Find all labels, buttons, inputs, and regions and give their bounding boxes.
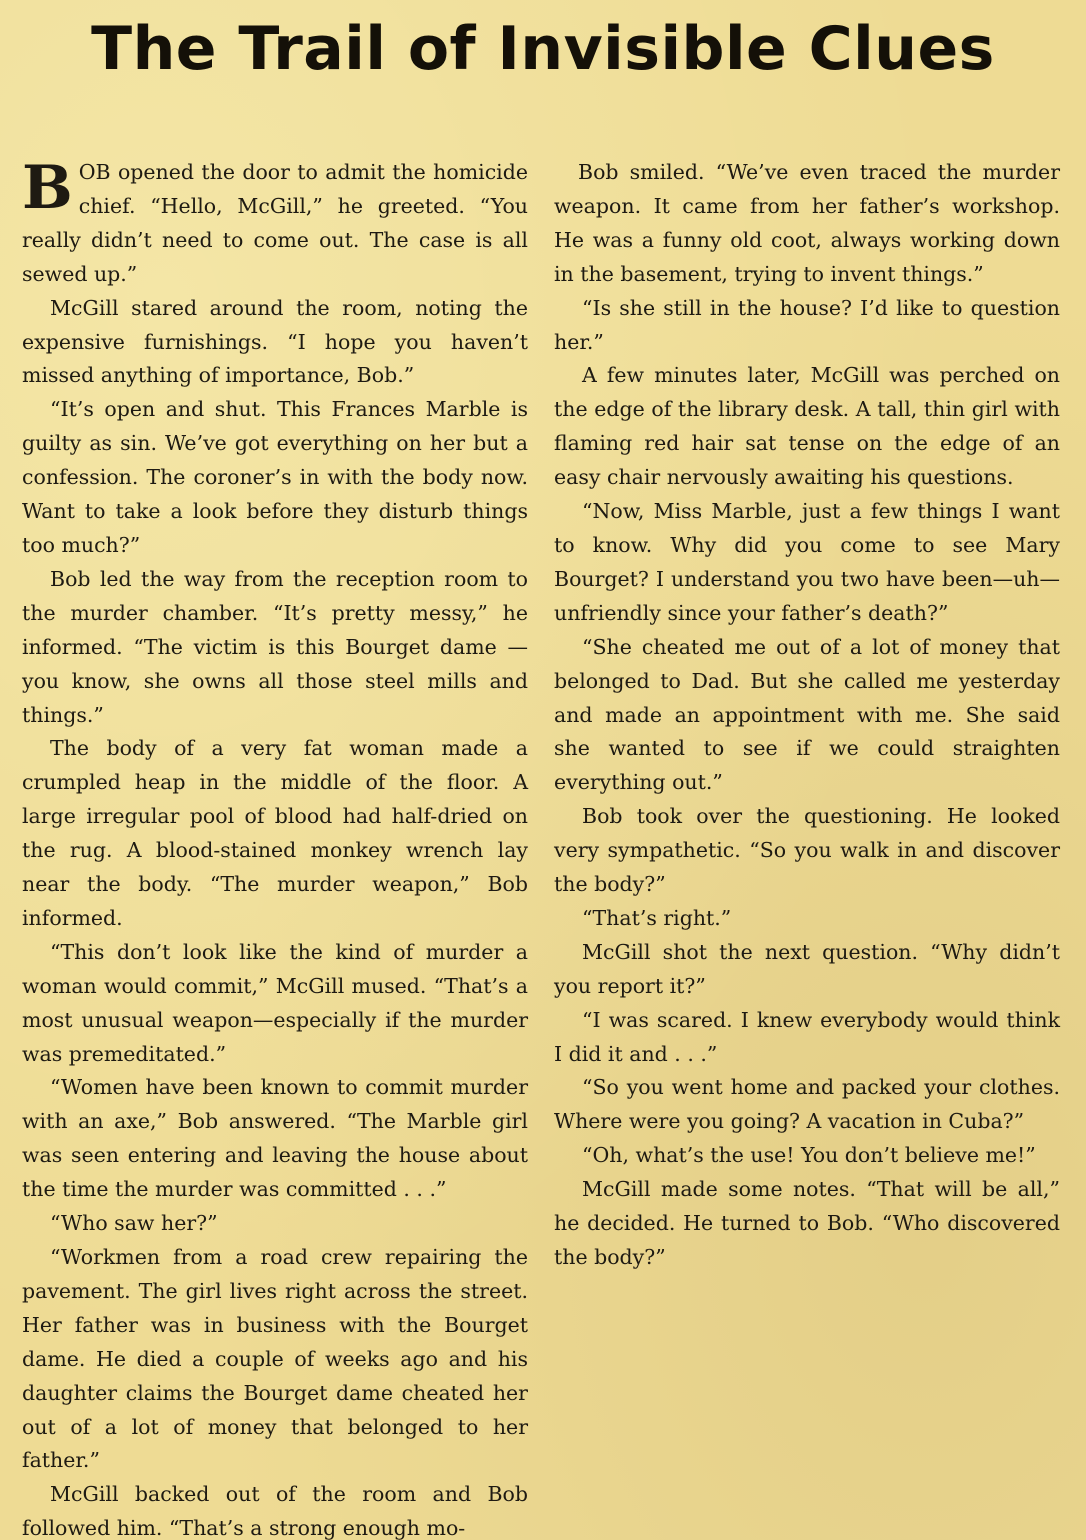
paragraph: “I was scared. I knew everybody would think I did it and . . .”: [554, 1007, 1060, 1066]
paragraph: “Oh, what’s the use! You don’t believe me!”: [582, 1143, 1036, 1168]
paragraph: “She cheated me out of a lot of money that belonged to Dad. But she called me yesterday and made an appointment with me. She said she wanted to see if we could straighten everything out.”: [554, 634, 1060, 795]
paragraph: “That’s right.”: [582, 905, 732, 930]
drop-cap: B: [22, 153, 73, 223]
paragraph: The body of a very fat woman made a crumpled heap in the middle of the floor. A large irregular pool of blood had half-dried on the rug. A blood-stained monkey wrench lay near the body. “The murder weapon,” Bob informed.: [22, 736, 528, 930]
paragraph: Bob smiled. “We’ve even traced the murder weapon. It came from her father’s workshop. He was a funny old coot, always working down in the basement, trying to invent things.”: [554, 160, 1060, 286]
paragraph: Bob led the way from the reception room to the murder chamber. “It’s pretty messy,” he informed. “The victim is this Bourget dame —you know, she owns all those steel mills and things.”: [22, 566, 528, 727]
paragraph: McGill shot the next question. “Why didn’t you report it?”: [554, 939, 1060, 998]
paragraph: “It’s open and shut. This Frances Marble is guilty as sin. We’ve got everything on her but a confession. The coroner’s in with the body now. Want to take a look before they disturb things too much?”: [22, 397, 528, 557]
paragraph: Bob took over the questioning. He looked very sympathetic. “So you walk in and discover the body?”: [554, 804, 1060, 897]
paragraph: McGill made some notes. “That will be all,” he decided. He turned to Bob. “Who discovered the body?”: [554, 1177, 1060, 1269]
paragraph: “Is she still in the house? I’d like to question her.”: [554, 295, 1060, 354]
paragraph: “Who saw her?”: [50, 1211, 218, 1236]
paragraph: “So you went home and packed your clothes. Where were you going? A vacation in Cuba?”: [554, 1075, 1060, 1134]
paragraph: “Workmen from a road crew repairing the pavement. The girl lives right across the street. Her father was in business with the Bourget dame. He died a couple of weeks ago and his daughter claims the Bourget dame cheated her out of a lot of money that belonged to her father.”: [22, 1245, 528, 1473]
opening-paragraph: [22, 153, 528, 292]
paragraph: “Now, Miss Marble, just a few things I want to know. Why did you come to see Mary Bourget? I understand you two have been—uh—unfriendly since your father’s death?”: [554, 499, 1060, 625]
opening-word-rest: OB: [78, 160, 111, 184]
right-column: [554, 156, 1060, 1275]
paragraph: McGill backed out of the room and Bob followed him. “That’s a strong enough mo-: [22, 1482, 528, 1540]
paragraph: “Women have been known to commit murder with an axe,” Bob answered. “The Marble girl was seen entering and leaving the house about the time the murder was committed . . .”: [22, 1075, 528, 1202]
paragraph: A few minutes later, McGill was perched on the edge of the library desk. A tall, thin girl with flaming red hair sat tense on the edge of an easy chair nervously awaiting his questions.: [554, 363, 1060, 490]
paragraph: “This don’t look like the kind of murder a woman would commit,” McGill mused. “That’s a most unusual weapon—especially if the murder was premeditated.”: [22, 939, 528, 1066]
paragraph: McGill stared around the room, noting the expensive furnishings. “I hope you haven’t missed anything of importance, Bob.”: [22, 295, 528, 388]
story-title: The Trail of Invisible Clues: [91, 14, 995, 84]
left-column: [22, 153, 528, 1540]
opening-paragraph-text: opened the door to admit the homicide chief. “Hello, McGill,” he greeted. “You really didn’t need to come out. The case is all sewed up.”: [22, 160, 528, 286]
